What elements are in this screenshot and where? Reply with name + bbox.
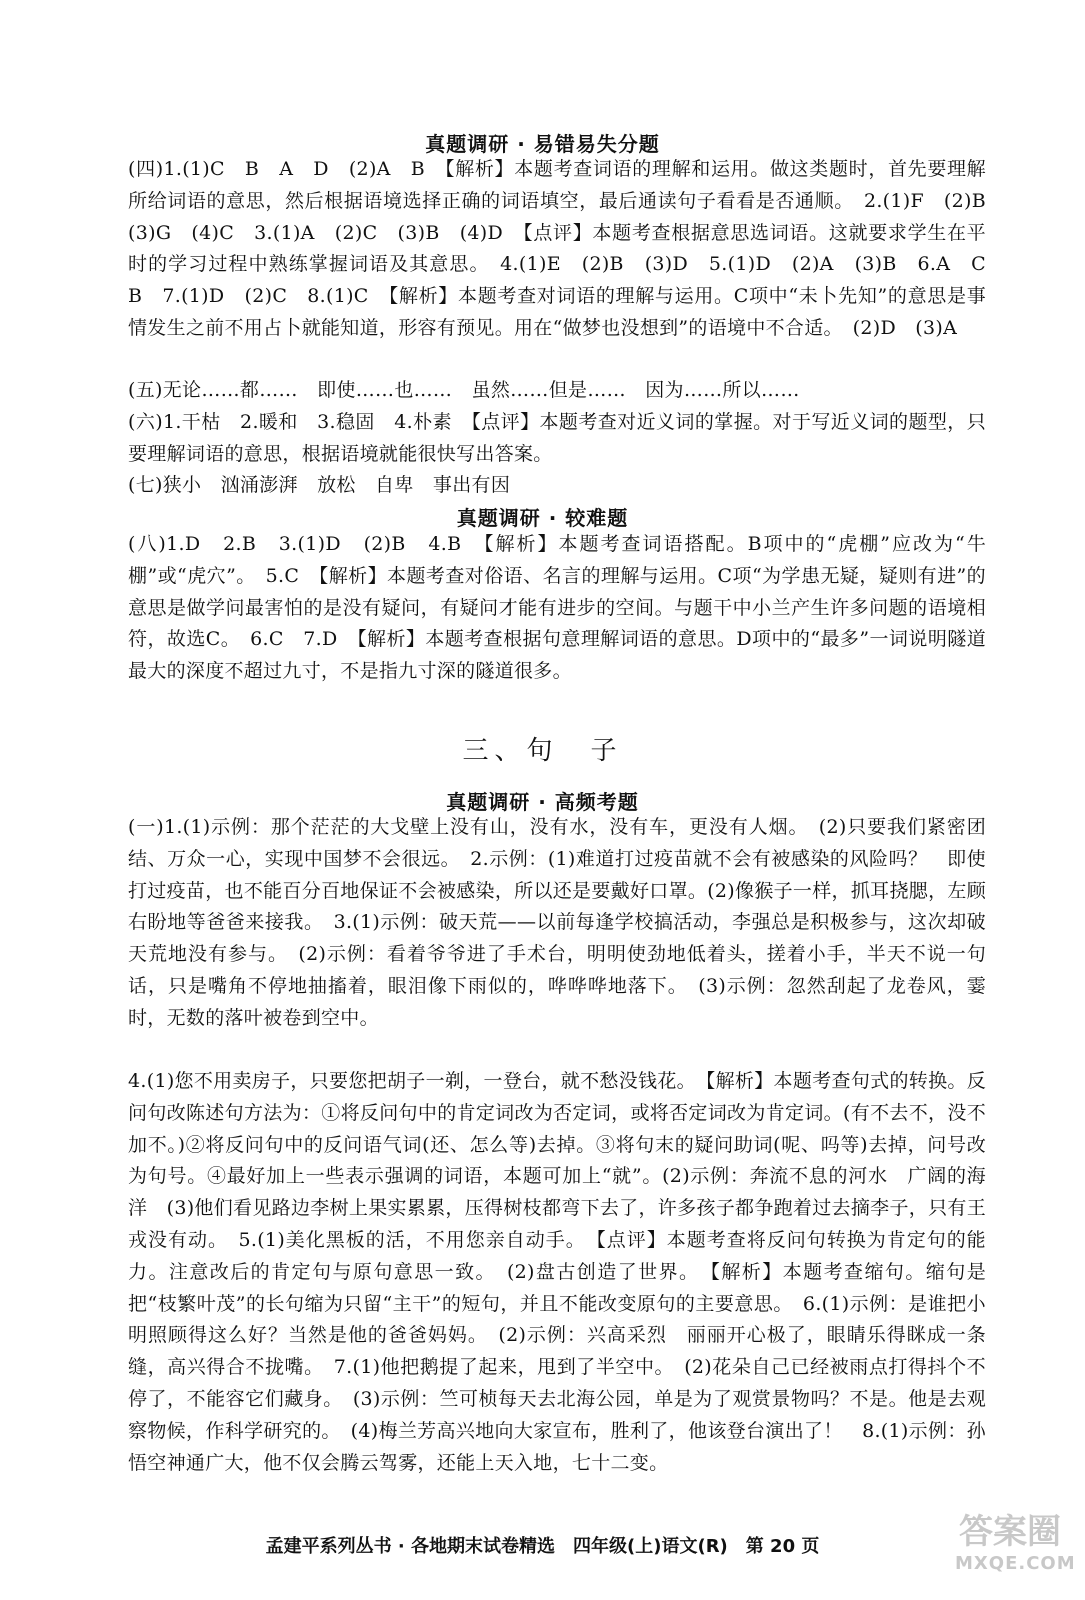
answer-paragraph-4-to-8: 4.(1)您不用卖房子，只要您把胡子一剃，一登台，就不愁没钱花。 【解析】本题考查句式的转换。反问句改陈述句方法为：①将反问句中的肯定词改为否定词，或将否定词改为肯定词。(有不去不，没不加不。)②将反问句中的反问语气词(还、怎么等)去掉。③将句末的疑问助词(呢、吗等)去掉，问号改为句号。④最好加上一些表示强调的词语，本题可加上“就”。(2)示例：奔流不息的河水 广阔的海洋 (3)他们看见路边李树上果实累累，压得树枝都弯下去了，许多孩子都争跑着过去摘李子，只有王戎没有动。 5.(1)美化黑板的活，不用您亲自动手。 【点评】本题考查将反问句转换为肯定句的能力。注意改后的肯定句与原句意思一致。 (2)盘古创造了世界。 【解析】本题考查缩句。缩句是把“枝繁叶茂”的长句缩为只留“主干”的短句，并且不能改变原句的主要意思。 6.(1)示例：是谁把小明照顾得这么好？当然是他的爸爸妈妈。 (2)示例：兴高采烈 丽丽开心极了，眼睛乐得眯成一条缝，高兴得合不拢嘴。 7.(1)他把鹅提了起来，甩到了半空中。 (2)花朵自己已经被雨点打得抖个不停了，不能容它们藏身。 (3)示例：竺可桢每天去北海公园，单是为了观赏景物吗？不是。他是去观察物候，作科学研究的。 (4)梅兰芳高兴地向大家宣布，胜利了，他该登台演出了！ 8.(1)示例：孙悟空神通广大，他不仅会腾云驾雾，还能上天入地，七十二变。 — [128, 1070, 986, 1474]
answer-paragraph-1: (一)1.(1)示例：那个茫茫的大戈壁上没有山，没有水，没有车，更没有人烟。 (2)只要我们紧密团结、万众一心，实现中国梦不会很远。 2.示例：(1)难道打过疫苗就不会有被感染的风险吗？ 即使打过疫苗，也不能百分百地保证不会被感染，所以还是要戴好口罩。(2)像猴子一样，抓耳挠腮，左顾右盼地等爸爸来接我。 3.(1)示例：破天荒——以前每逢学校搞活动，李强总是积极参与，这次却破天荒地没有参与。 (2)示例：看着爷爷进了手术台，明明使劲地低着头，搓着小手，半天不说一句话，只是嘴角不停地抽搐着，眼泪像下雨似的，哗哗哗地落下。 (3)示例：忽然刮起了龙卷风，霎时，无数的落叶被卷到空中。 — [128, 816, 986, 1029]
answer-paragraph-4: (四)1.(1)C B A D (2)A B 【解析】本题考查词语的理解和运用。做这类题时，首先要理解所给词语的意思，然后根据语境选择正确的词语填空，最后通读句子看看是否通顺。 2.(1)F (2)B (3)G (4)C 3.(1)A (2)C (3)B (4)D 【点评】本题考查根据意思选词语。这就要求学生在平时的学习过程中熟练掌握词语及其意思。 4.(1)E (2)B (3)D 5.(1)D (2)A (3)B 6.A C B 7.(1)D (2)C 8.(1)C 【解析】本题考查对词语的理解与运用。C项中“未卜先知”的意思是事情发生之前不用占卜就能知道，形容有预见。用在“做梦也没想到”的语境中不合适。 (2)D (3)A — [128, 158, 1006, 339]
section-heading-high-frequency: 真题调研 · 高频考题 — [446, 790, 639, 814]
answer-paragraph-7: (七)狭小 汹涌澎湃 放松 自卑 事出有因 — [128, 474, 511, 496]
page-footer: 孟建平系列丛书 · 各地期末试卷精选 四年级(上)语文(R) 第 20 页 — [265, 1536, 820, 1557]
answer-paragraph-8: (八)1.D 2.B 3.(1)D (2)B 4.B 【解析】本题考查词语搭配。B项中的“虎棚”应改为“牛棚”或“虎穴”。 5.C 【解析】本题考查对俗语、名言的理解与运用。C项“为学患无疑，疑则有进”的意思是做学问最害怕的是没有疑问，有疑问才能有进步的空间。与题干中小兰产生许多问题的语境相符，故选C。 6.C 7.D 【解析】本题考查根据句意理解词语的意思。D项中的“最多”一词说明隧道最大的深度不超过九寸，不是指九寸深的隧道很多。 — [128, 533, 986, 683]
answer-paragraph-5: (五)无论……都…… 即使……也…… 虽然……但是…… 因为……所以…… — [128, 379, 800, 401]
watermark-text: 答案圈 — [959, 1512, 1061, 1552]
watermark-logo — [955, 1510, 1076, 1580]
watermark-url: MXQE.COM — [955, 1553, 1076, 1574]
section-heading-difficult: 真题调研 · 较难题 — [456, 506, 629, 530]
answer-paragraph-6: (六)1.干枯 2.暖和 3.稳固 4.朴素 【点评】本题考查对近义词的掌握。对于写近义词的题型，只要理解词语的意思，根据语境就能很快写出答案。 — [128, 411, 986, 465]
section-heading-error-prone: 真题调研 · 易错易失分题 — [425, 132, 660, 156]
section-title-sentences: 三、句 子 — [462, 736, 623, 766]
